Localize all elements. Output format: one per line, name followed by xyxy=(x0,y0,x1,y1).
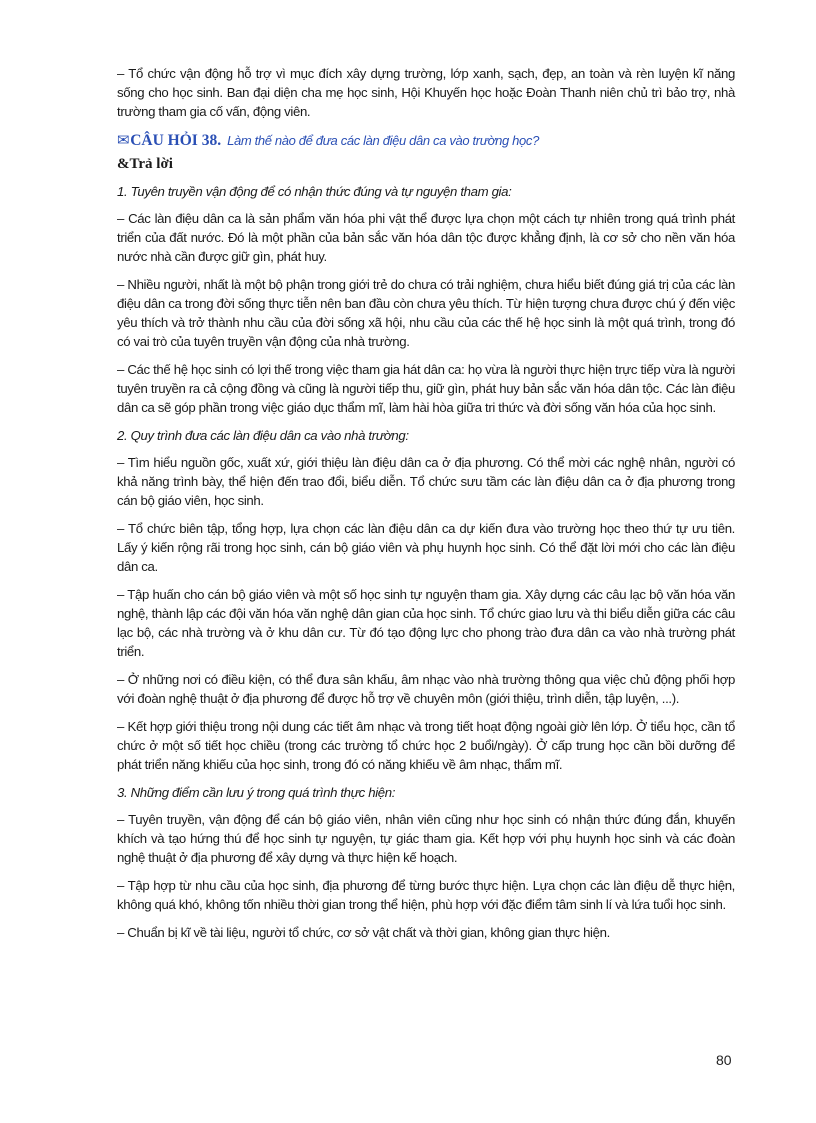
envelope-icon: ✉ xyxy=(117,132,130,149)
intro-paragraph: – Tổ chức vận động hỗ trợ vì mục đích xây dựng trường, lớp xanh, sạch, đẹp, an toàn và rèn luyện kĩ năng sống cho học sinh. Ban đại diện cha mẹ học sinh, Hội Khuyến học hoặc Đoàn Thanh niên chủ trì bảo trợ, nhà trường tham gia cố vấn, động viên. xyxy=(117,66,735,119)
question-label: CÂU HỎI 38. xyxy=(130,132,222,149)
paragraph: – Chuẩn bị kĩ về tài liệu, người tổ chức, cơ sở vật chất và thời gian, không gian thực hiện. xyxy=(117,925,610,940)
ampersand-icon: & xyxy=(117,156,130,172)
paragraph: – Tập huấn cho cán bộ giáo viên và một số học sinh tự nguyện tham gia. Xây dựng các câu lạc bộ văn hóa văn nghệ, thành lập các đội văn hóa văn nghệ dân gian của học sinh. Tổ chức giao lưu và thi biểu diễn giữa các câu lạc bộ, các nhà trường và ở khu dân cư. Từ đó tạo động lực cho phong trào đưa dân ca vào nhà trường phát triển. xyxy=(117,587,735,659)
answer-heading xyxy=(117,155,735,174)
page-number: 80 xyxy=(716,1052,732,1068)
question-text: Làm thế nào để đưa các làn điệu dân ca vào trường học? xyxy=(227,133,539,148)
paragraph: – Tập hợp từ nhu cầu của học sinh, địa phương để từng bước thực hiện. Lựa chọn các làn điệu dễ thực hiện, không quá khó, không tốn nhiều thời gian trong thể hiện, phù hợp với đặc điểm tâm sinh lí và lứa tuổi học sinh. xyxy=(117,878,735,912)
section-title: 3. Những điểm cần lưu ý trong quá trình thực hiện: xyxy=(117,785,396,800)
question-heading xyxy=(117,131,735,151)
paragraph: – Nhiều người, nhất là một bộ phận trong giới trẻ do chưa có trải nghiệm, chưa hiểu biết đúng giá trị của các làn điệu dân ca trong đời sống thực tiễn nên ban đầu còn chưa yêu thích. Từ hiện tượng chưa được chú ý đến việc yêu thích và trở thành nhu cầu của đời sống xã hội, nhu cầu của các thế hệ học sinh là một quá trình, trong đó có vai trò của tuyên truyền vận động của nhà trường. xyxy=(117,277,735,349)
section-title: 2. Quy trình đưa các làn điệu dân ca vào nhà trường: xyxy=(117,428,409,443)
paragraph: – Kết hợp giới thiệu trong nội dung các tiết âm nhạc và trong tiết hoạt động ngoài giờ lên lớp. Ở tiểu học, cần tổ chức ở một số tiết học chiều (trong các trường tổ chức học 2 buổi/ngày). Ở cấp trung học cần bồi dưỡng để phát triển năng khiếu của học sinh, trong đó có năng khiếu về âm nhạc, thẩm mĩ. xyxy=(117,719,735,772)
answer-label: Trả lời xyxy=(129,156,173,172)
section-title: 1. Tuyên truyền vận động để có nhận thức đúng và tự nguyện tham gia: xyxy=(117,184,512,199)
paragraph: – Ở những nơi có điều kiện, có thể đưa sân khấu, âm nhạc vào nhà trường thông qua việc chủ động phối hợp với đoàn nghệ thuật ở địa phương để được hỗ trợ về chuyên môn (giới thiệu, trình diễn, tập luyện, ...). xyxy=(117,672,735,706)
paragraph: – Tổ chức biên tập, tổng hợp, lựa chọn các làn điệu dân ca dự kiến đưa vào trường học theo thứ tự ưu tiên. Lấy ý kiến rộng rãi trong học sinh, cán bộ giáo viên và phụ huynh học sinh. Có thể đặt lời mới cho các làn điệu dân ca. xyxy=(117,521,735,574)
paragraph: – Tuyên truyền, vận động để cán bộ giáo viên, nhân viên cũng như học sinh có nhận thức đúng đắn, khuyến khích và tạo hứng thú để học sinh tự nguyện, tự giác tham gia. Kết hợp với phụ huynh học sinh và các đoàn nghệ thuật ở địa phương để xây dựng và thực hiện kế hoạch. xyxy=(117,812,735,865)
page-content xyxy=(117,64,735,951)
paragraph: – Tìm hiểu nguồn gốc, xuất xứ, giới thiệu làn điệu dân ca ở địa phương. Có thể mời các nghệ nhân, người có khả năng trình bày, thể hiện đến trao đổi, biểu diễn. Tổ chức sưu tầm các làn điệu dân ca ở địa phương trong cán bộ giáo viên, học sinh. xyxy=(117,455,735,508)
paragraph: – Các thế hệ học sinh có lợi thế trong việc tham gia hát dân ca: họ vừa là người thực hiện trực tiếp vừa là người tuyên truyền ra cả cộng đồng và cũng là người tiếp thu, giữ gìn, phát huy bản sắc văn hóa dân tộc. Các làn điệu dân ca sẽ góp phần trong việc giáo dục thẩm mĩ, làm hài hòa giữa tri thức và đời sống văn hóa của học sinh. xyxy=(117,362,735,415)
paragraph: – Các làn điệu dân ca là sản phẩm văn hóa phi vật thể được lựa chọn một cách tự nhiên trong quá trình phát triển của đất nước. Đó là một phần của bản sắc văn hóa dân tộc được khẳng định, là cơ sở cho nền văn hóa nước nhà cần được giữ gìn, phát huy. xyxy=(117,211,735,264)
